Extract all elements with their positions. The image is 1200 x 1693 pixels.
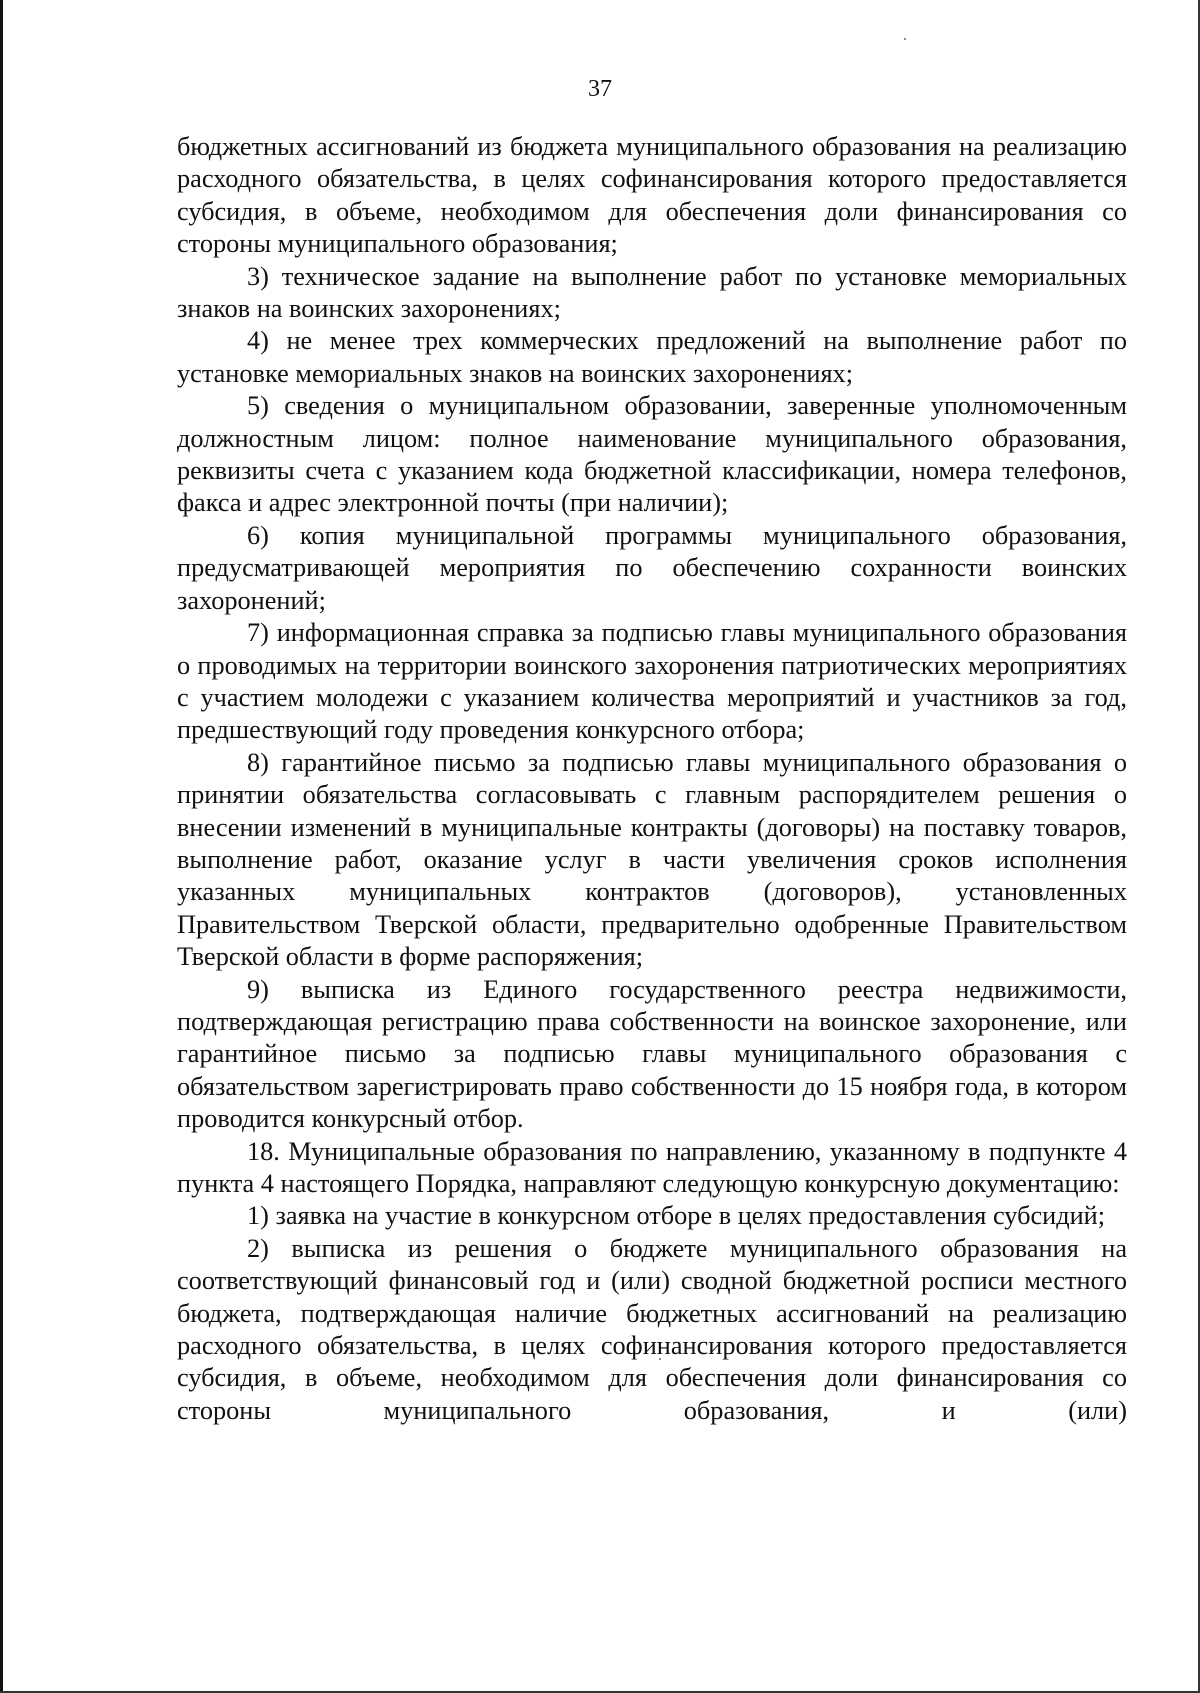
- section-18: 18. Муниципальные образования по направлению, указанному в подпункте 4 пункта 4 настоящего Порядка, направляют следующую конкурсную документацию:: [177, 1136, 1127, 1198]
- list-item-3: 3) техническое задание на выполнение работ по установке мемориальных знаков на воинских захоронениях;: [177, 261, 1127, 324]
- list-item-4: 4) не менее трех коммерческих предложений на выполнение работ по установке мемориальных знаков на воинских захоронениях;: [177, 326, 1127, 388]
- scan-speck: [904, 38, 906, 40]
- list-item-7: 7) информационная справка за подписью главы муниципального образования о проводимых на территории воинского захоронения патриотических мероприятиях с участием молодежи с указанием количества мероприятий и участников за год, предшествующий году проведения конкурсного отбора;: [177, 618, 1127, 745]
- list-item-1: 1) заявка на участие в конкурсном отборе в целях предоставления субсидий;: [247, 1201, 1106, 1231]
- paragraph-continuation: бюджетных ассигнований из бюджета муниципального образования на реализацию расходного обязательства, в целях софинансирования которого предоставляется субсидия, в объеме, необходимом для обеспечения доли финансирования со стороны муниципального образования;: [177, 132, 1127, 259]
- document-body: [177, 131, 1127, 1427]
- list-item-8: 8) гарантийное письмо за подписью главы муниципального образования о принятии обязательства согласовывать с главным распорядителем решения о внесении изменений в муниципальные контракты (договоры) на поставку товаров, выполнение работ, оказание услуг в части увеличения сроков исполнения указанных муниципальных контрактов (договоров), установленных Правительством Тверской области, предварительно одобренные Правительством Тверской области в форме распоряжения;: [177, 747, 1127, 972]
- list-item-5: 5) сведения о муниципальном образовании, заверенные уполномоченным должностным лицом: полное наименование муниципального образования, реквизиты счета с указанием кода бюджетной классификации, номера телефонов, факса и адрес электронной почты (при наличии);: [177, 391, 1127, 518]
- page-number: 37: [588, 76, 612, 102]
- scan-border-left: [0, 0, 3, 1693]
- list-item-6: 6) копия муниципальной программы муниципального образования, предусматривающей мероприятия по обеспечению сохранности воинских захоронений;: [177, 520, 1127, 615]
- list-item-9: 9) выписка из Единого государственного реестра недвижимости, подтверждающая регистрацию права собственности на воинское захоронение, или гарантийное письмо за подписью главы муниципального образования с обязательством зарегистрировать право собственности до 15 ноября года, в котором проводится конкурсный отбор.: [177, 974, 1127, 1134]
- list-item-2: 2) выписка из решения о бюджете муниципального образования на соответствующий финансовый год и (или) сводной бюджетной росписи местного бюджета, подтверждающая наличие бюджетных ассигнований на реализацию расходного обязательства, в целях софинансирования которого предоставляется субсидия, в объеме, необходимом для обеспечения доли финансирования со стороны муниципального образования, и (или): [177, 1233, 1127, 1425]
